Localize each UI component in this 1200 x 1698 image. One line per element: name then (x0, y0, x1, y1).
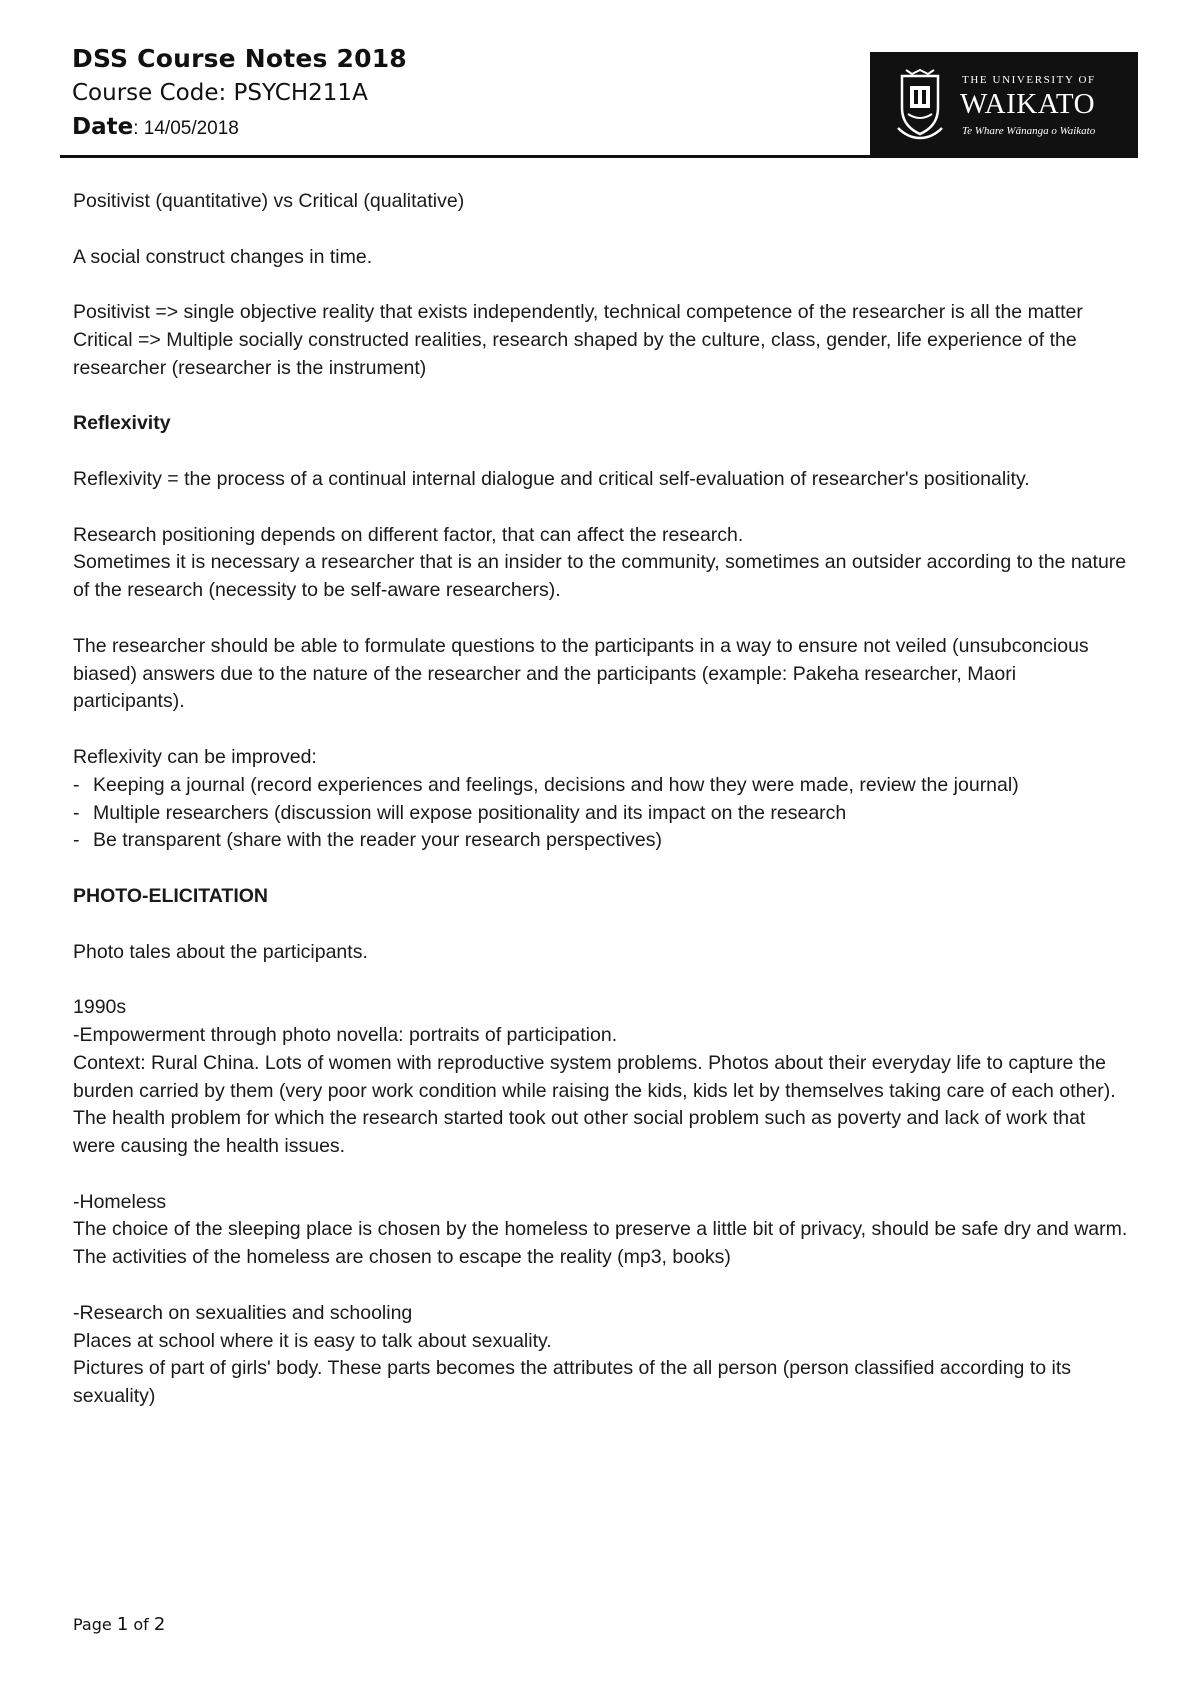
page-footer (73, 1614, 165, 1635)
text-line: -Empowerment through photo novella: portraits of participation. (73, 1023, 618, 1046)
bullet-list (73, 772, 1133, 855)
dash-bullet: - (73, 773, 80, 796)
dash-bullet: - (73, 801, 80, 824)
paragraph: Reflexivity can be improved: (73, 745, 317, 768)
page-total: 2 (153, 1614, 166, 1635)
date-value: : 14/05/2018 (133, 118, 239, 139)
paragraph (73, 1300, 1133, 1411)
text-line: The choice of the sleeping place is chosen by the homeless to preserve a little bit of privacy, should be safe dry and warm. (73, 1218, 1128, 1241)
document-title: DSS Course Notes 2018 (72, 44, 407, 73)
list-item (73, 800, 1133, 828)
text-line: Critical => Multiple socially constructed realities, research shaped by the culture, class, gender, life experience of the researcher (researcher is the instrument) (73, 328, 1077, 379)
text-line: Pictures of part of girls' body. These parts becomes the attributes of the all person (person classified according to its sexuality) (73, 1357, 1072, 1408)
text-line: 1990s (73, 996, 127, 1019)
paragraph: Photo tales about the participants. (73, 940, 368, 963)
dash-bullet: - (73, 829, 80, 852)
paragraph: The researcher should be able to formulate questions to the participants in a way to ensure not veiled (unsubconcious biased) answers due to the nature of the researcher and the participants (example: Pakeha researcher, Maori participants). (73, 634, 1089, 713)
paragraph (73, 299, 1133, 382)
course-code-line: Course Code: PSYCH211A (72, 80, 368, 106)
text-line: The activities of the homeless are chosen to escape the reality (mp3, books) (73, 1246, 731, 1269)
date-line (72, 110, 407, 146)
text-line: Research positioning depends on different factor, that can affect the research. (73, 523, 744, 546)
paragraph: Positivist (quantitative) vs Critical (qualitative) (73, 190, 465, 212)
crest-icon (896, 68, 944, 140)
date-label: Date (72, 114, 134, 140)
text-line: Sometimes it is necessary a researcher that is an insider to the community, sometimes an outsider according to the nature of the research (necessity to be self-aware researchers). (73, 551, 1127, 602)
paragraph: A social construct changes in time. (73, 245, 373, 268)
document-body (73, 188, 1133, 1439)
university-logo (870, 52, 1138, 158)
paragraph (73, 994, 1133, 1161)
paragraph (73, 522, 1133, 605)
header-text-block (72, 42, 407, 146)
logo-tagline: Te Whare Wānanga o Waikato (962, 125, 1096, 137)
text-line: Context: Rural China. Lots of women with reproductive system problems. Photos about their everyday life to capture the burden carried by them (very poor work condition while raising the kids, kids let by themselves taking care of each other). The health problem for which the research started took out other social problem such as poverty and lack of work that were causing the health issues. (73, 1051, 1116, 1158)
list-item (73, 827, 1133, 855)
text-line: -Homeless (73, 1190, 167, 1213)
document-header (60, 38, 1138, 160)
list-item (73, 772, 1133, 800)
page-number: 1 (116, 1614, 129, 1635)
paragraph: Reflexivity = the process of a continual internal dialogue and critical self-evaluation of researcher's positionality. (73, 467, 1030, 490)
list-item-text: Be transparent (share with the reader your research perspectives) (93, 829, 663, 852)
header-divider (60, 155, 1138, 158)
page-word: Page (73, 1615, 117, 1634)
text-line: Places at school where it is easy to talk about sexuality. (73, 1329, 552, 1352)
section-heading-reflexivity: Reflexivity (73, 412, 171, 435)
list-item-text: Keeping a journal (record experiences and feelings, decisions and how they were made, review the journal) (93, 773, 1019, 796)
text-line: Positivist => single objective reality that exists independently, technical competence of the researcher is all the matter (73, 301, 1083, 324)
logo-name: WAIKATO (960, 88, 1096, 120)
paragraph (73, 1189, 1133, 1272)
of-word: of (128, 1615, 154, 1634)
list-item-text: Multiple researchers (discussion will expose positionality and its impact on the research (93, 801, 847, 824)
text-line: -Research on sexualities and schooling (73, 1301, 413, 1324)
logo-small-text: THE UNIVERSITY OF (962, 74, 1096, 86)
section-heading-photo-elicitation: PHOTO-ELICITATION (73, 884, 268, 907)
